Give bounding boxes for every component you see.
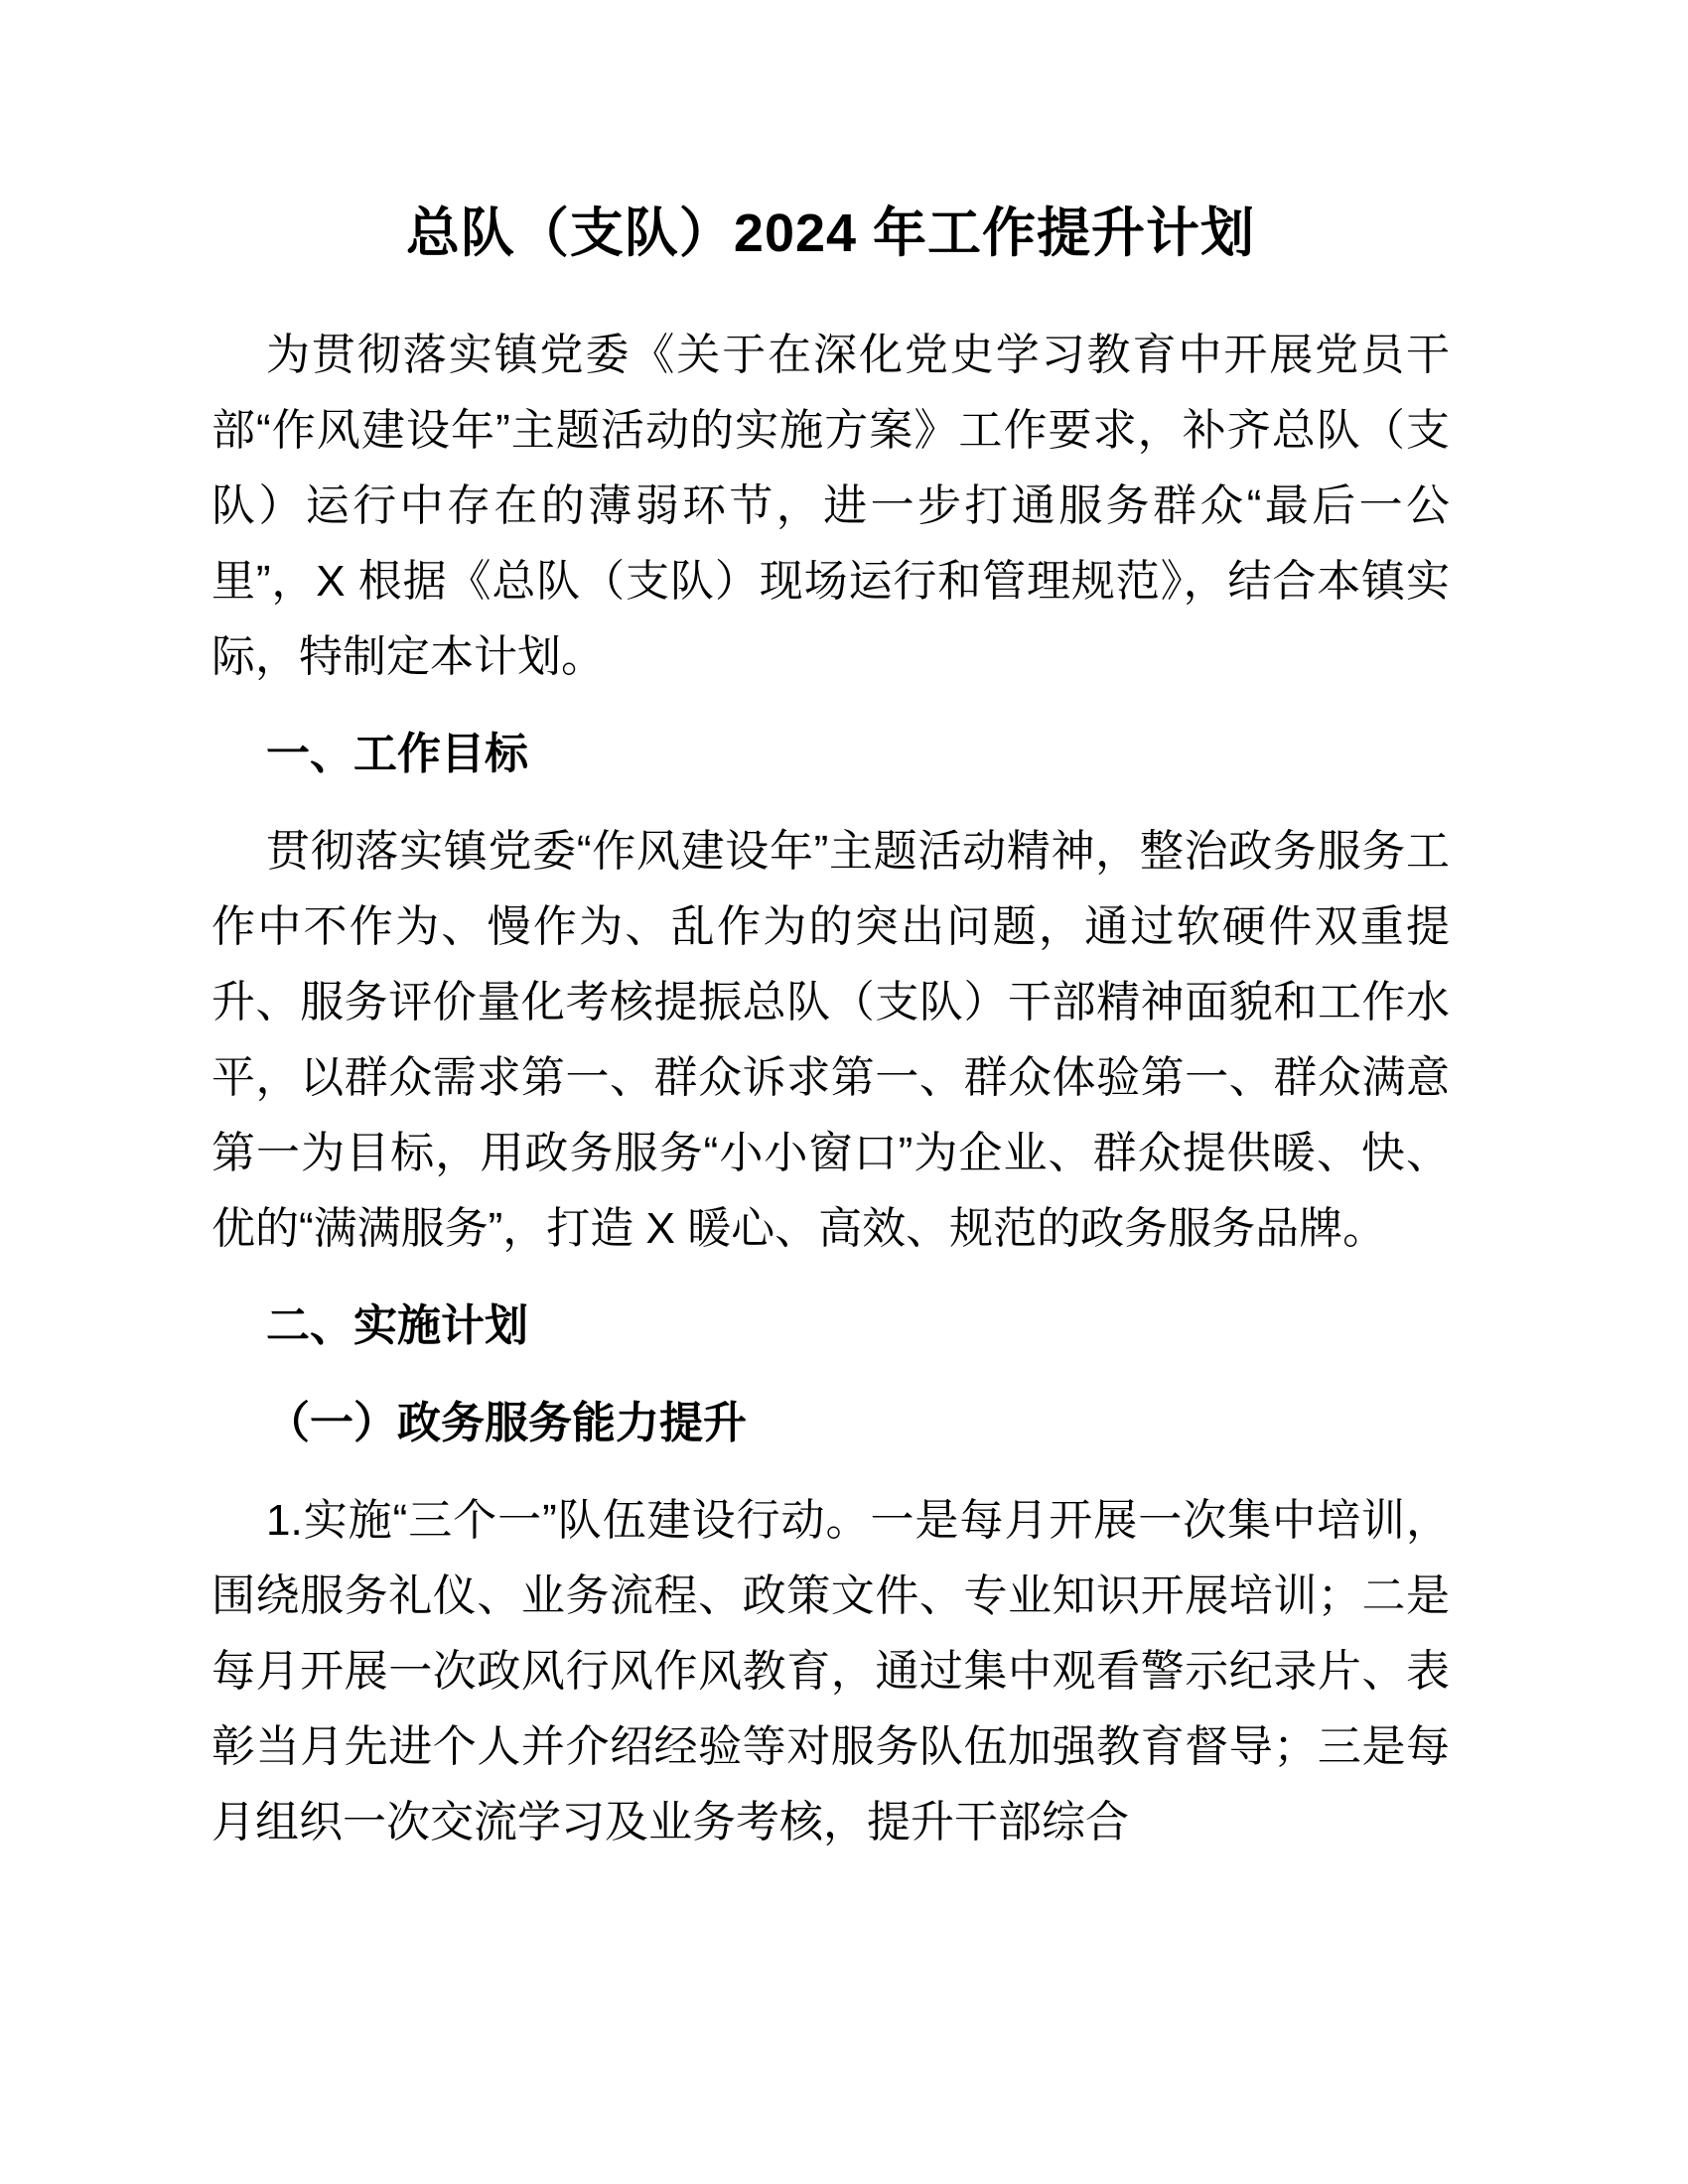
- section-heading: 一、工作目标: [266, 730, 528, 778]
- paragraph: 1.实施“三个一”队伍建设行动。一是每月开展一次集中培训，围绕服务礼仪、业务流程、政策文件、专业知识开展培训；二是每月开展一次政风行风作风教育，通过集中观看警示纪录片、表彰当月先进个人并介绍经验等对服务队伍加强教育督导；三是每月组织一次交流学习及业务考核，提升干部综合: [211, 1496, 1450, 1846]
- document-title: 总队（支队）2024 年工作提升计划: [405, 204, 1256, 263]
- sub-section-heading: （一）政务服务能力提升: [266, 1399, 747, 1447]
- paragraph: 为贯彻落实镇党委《关于在深化党史学习教育中开展党员干部“作风建设年”主题活动的实施方案》工作要求，补齐总队（支队）运行中存在的薄弱环节，进一步打通服务群众“最后一公里”，X 根据《总队（支队）现场运行和管理规范》，结合本镇实际，特制定本计划。: [211, 331, 1450, 681]
- section-heading: 二、实施计划: [266, 1301, 528, 1350]
- document-content: [211, 199, 1450, 1882]
- document-body: [211, 318, 1450, 1860]
- paragraph: 贯彻落实镇党委“作风建设年”主题活动精神，整治政务服务工作中不作为、慢作为、乱作为的突出问题，通过软硬件双重提升、服务评价量化考核提振总队（支队）干部精神面貌和工作水平，以群众需求第一、群众诉求第一、群众体验第一、群众满意第一为目标，用政务服务“小小窗口”为企业、群众提供暖、快、优的“满满服务”，打造 X 暖心、高效、规范的政务服务品牌。: [211, 827, 1450, 1253]
